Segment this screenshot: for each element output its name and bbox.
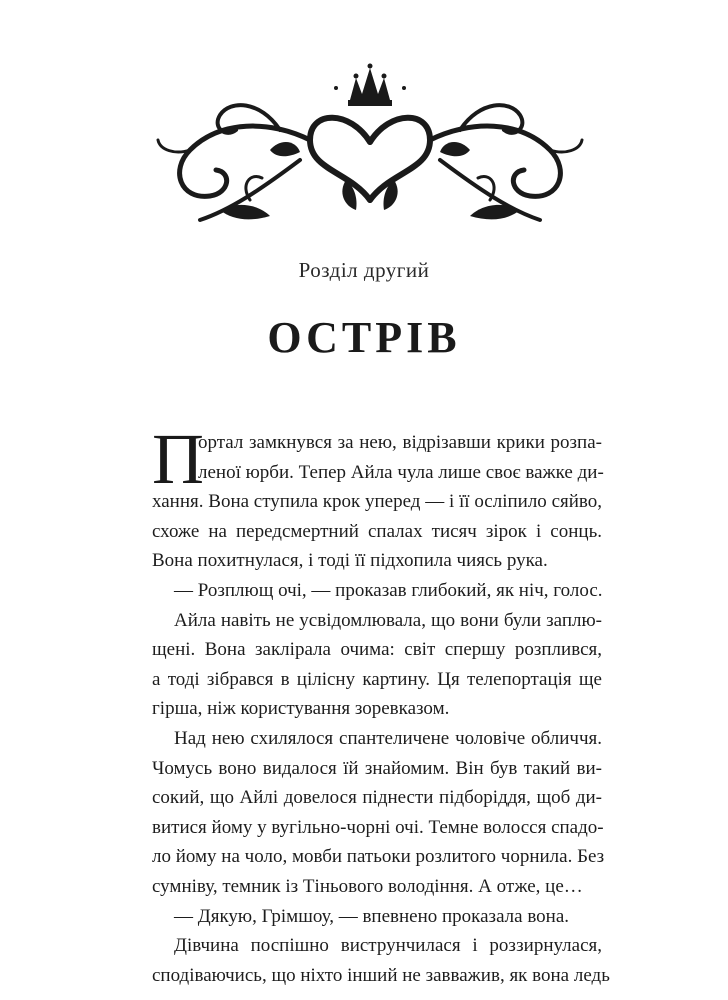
body-text (152, 419, 610, 990)
text-line: Чомусь воно видалося їй знайомим. Він був такий ви- (152, 757, 602, 779)
text-line: гірша, ніж користування зоревказом. (152, 698, 450, 720)
crown-flourish-ornament (150, 60, 590, 230)
text-line: сумніву, темник із Тіньового володіння. А отже, це… (152, 875, 583, 897)
text-line: щені. Вона заклipала очима: світ спершу розплився, (152, 639, 602, 661)
text-line: ортал замкнувся за нею, відрізавши крики розпа- (198, 432, 602, 453)
text-line: сподіваючись, що ніхто інший не завважив, як вона ледь (152, 964, 610, 986)
text-line: Над нею схилялося спантеличене чоловіче обличчя. (174, 727, 602, 749)
text-line: Вона похитнулася, і тоді її підхопила чиясь рука. (152, 550, 548, 572)
text-line: хання. Вона ступила крок уперед — і її осліпило сяйво, (152, 491, 602, 513)
crown-icon (334, 64, 406, 107)
chapter-label: Розділ другий (298, 258, 430, 282)
drop-cap: П (152, 419, 204, 499)
text-line: схоже на передсмертний спалах тисяч зірок і сонць. (152, 520, 602, 542)
text-line: — Розплющ очі, — проказав глибокий, як ніч, голос. (174, 579, 603, 601)
text-line: ло йому на чоло, мовби патьоки розлитого чорнила. Без (152, 846, 605, 868)
text-line: леної юрби. Тепер Айла чула лише своє важке ди- (198, 461, 604, 483)
text-line: Дівчина поспішно виструнчилася і роззирнулася, (174, 935, 602, 957)
chapter-title: ОСТРІВ (267, 313, 461, 362)
text-line: — Дякую, Грімшоу, — впевнено проказала вона. (174, 905, 570, 927)
text-line: Айла навіть не усвідомлювала, що вони були заплю- (174, 609, 602, 631)
text-line: витися йому у вугільно-чорні очі. Темне волосся спадо- (152, 816, 604, 838)
text-line: сокий, що Айлі довелося піднести підборіддя, щоб ди- (152, 787, 602, 809)
text-line: а тоді зібрався в цілісну картину. Ця телепортація ще (152, 668, 602, 690)
